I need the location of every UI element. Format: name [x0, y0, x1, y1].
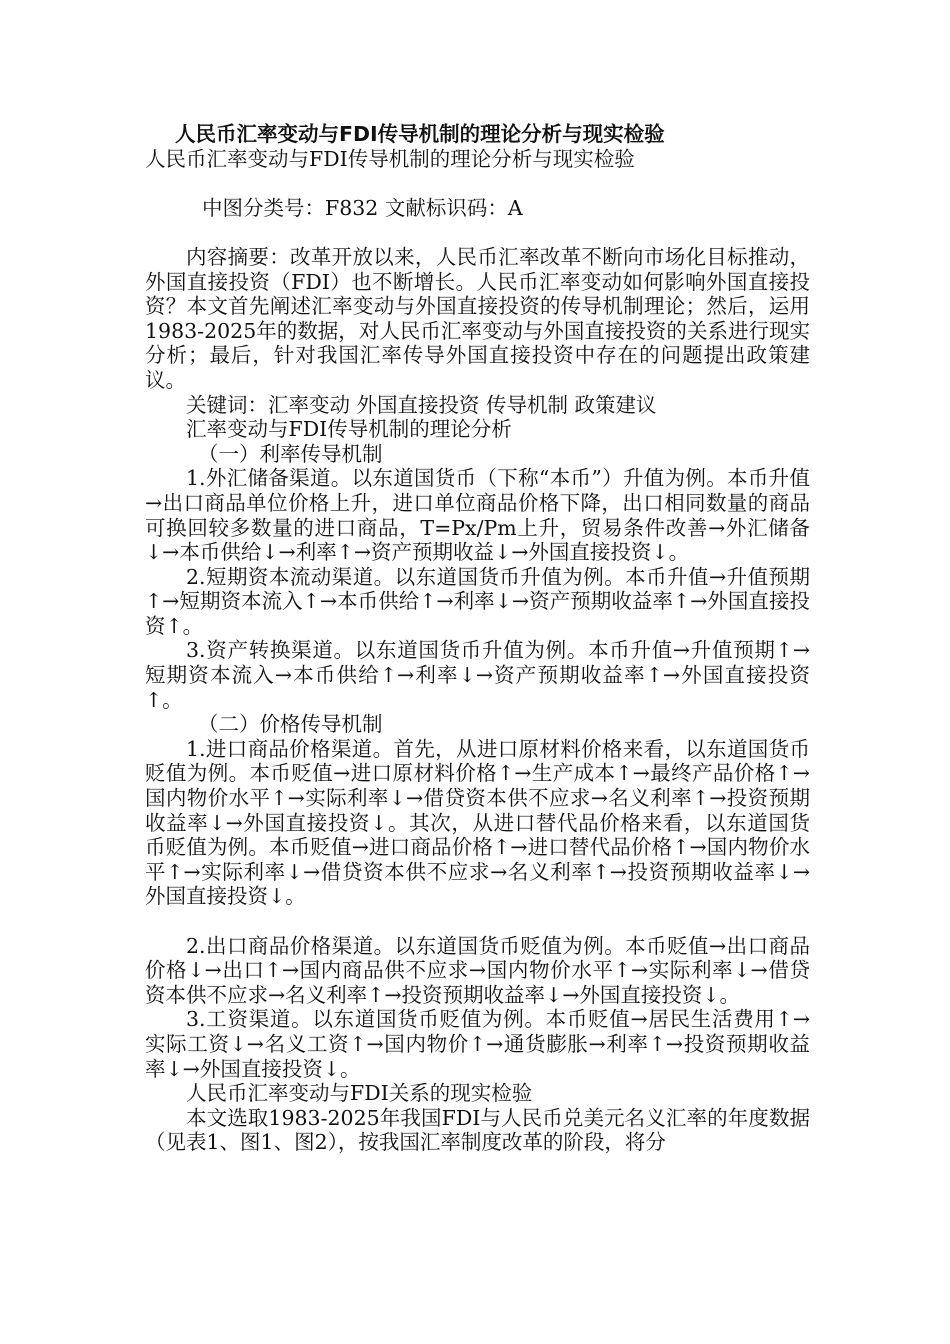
paragraph-data-selection: 本文选取1983-2025年我国FDI与人民币兑美元名义汇率的年度数据（见表1、图1、图2），按我国汇率制度改革的阶段，将分	[145, 1105, 810, 1155]
document-page	[145, 122, 810, 1155]
subsection-heading-price: （二）价格传导机制	[198, 712, 383, 737]
document-subtitle: 人民币汇率变动与FDI传导机制的理论分析与现实检验	[145, 146, 635, 171]
keywords-line: 关键词：汇率变动 外国直接投资 传导机制 政策建议	[186, 392, 657, 417]
abstract-paragraph: 内容摘要：改革开放以来，人民币汇率改革不断向市场化目标推动，外国直接投资（FDI）也不断增长。人民币汇率变动如何影响外国直接投资？本文首先阐述汇率变动与外国直接投资的传导机制理论；然后，运用1983-2025年的数据，对人民币汇率变动与外国直接投资的关系进行现实分析；最后，针对我国汇率传导外国直接投资中存在的问题提出政策建议。	[145, 244, 810, 392]
paragraph-export-price: 2.出口商品价格渠道。以东道国货币贬值为例。本币贬值→出口商品价格↓→出口↑→国内商品供不应求→国内物价水平↑→实际利率↓→借贷资本供不应求→名义利率↑→投资预期收益率↓→外国直接投资↓。	[145, 933, 810, 1007]
document-title: 人民币汇率变动与FDI传导机制的理论分析与现实检验	[175, 122, 665, 146]
paragraph-forex-reserve: 1.外汇储备渠道。以东道国货币（下称“本币”）升值为例。本币升值→出口商品单位价格上升，进口单位商品价格下降，出口相同数量的商品可换回较多数量的进口商品，T=Px/Pm上升，贸易条件改善→外汇储备↓→本币供给↓→利率↑→资产预期收益↓→外国直接投资↓。	[145, 466, 810, 565]
paragraph-short-term-capital: 2.短期资本流动渠道。以东道国货币升值为例。本币升值→升值预期↑→短期资本流入↑→本币供给↑→利率↓→资产预期收益率↑→外国直接投资↑。	[145, 564, 810, 638]
classification-line: 中图分类号：F832 文献标识码：A	[202, 195, 523, 220]
subsection-heading-interest: （一）利率传导机制	[198, 441, 383, 466]
section-heading-theory: 汇率变动与FDI传导机制的理论分析	[186, 417, 512, 442]
paragraph-import-price: 1.进口商品价格渠道。首先，从进口原材料价格来看，以东道国货币贬值为例。本币贬值→进口原材料价格↑→生产成本↑→最终产品价格↑→国内物价水平↑→实际利率↓→借贷资本供不应求→名义利率↑→投资预期收益率↓→外国直接投资↓。其次，从进口替代品价格来看，以东道国货币贬值为例。本币贬值→进口商品价格↑→进口替代品价格↑→国内物价水平↑→实际利率↓→借贷资本供不应求→名义利率↑→投资预期收益率↓→外国直接投资↓。	[145, 736, 810, 909]
paragraph-wage: 3.工资渠道。以东道国货币贬值为例。本币贬值→居民生活费用↑→实际工资↓→名义工资↑→国内物价↑→通货膨胀→利率↑→投资预期收益率↓→外国直接投资↓。	[145, 1007, 810, 1081]
paragraph-asset-conversion: 3.资产转换渠道。以东道国货币升值为例。本币升值→升值预期↑→短期资本流入→本币供给↑→利率↓→资产预期收益率↑→外国直接投资↑。	[145, 638, 810, 712]
blank-line	[145, 220, 810, 245]
blank-line	[145, 909, 810, 934]
section-heading-empirical: 人民币汇率变动与FDI关系的现实检验	[186, 1081, 533, 1106]
